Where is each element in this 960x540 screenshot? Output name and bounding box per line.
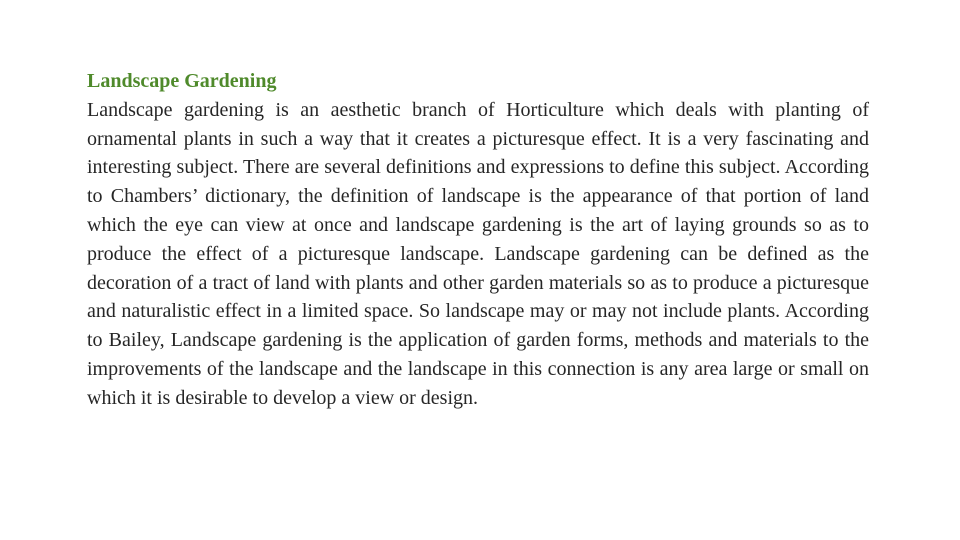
slide-title: Landscape Gardening — [87, 70, 277, 92]
text-block — [87, 67, 869, 413]
body-paragraph: Landscape gardening is an aesthetic branch of Horticulture which deals with planting of ornamental plants in such a way that it creates a picturesque effect. It is a very fascinating and interesting subject. There are several definitions and expressions to define this subject. According to Chambers’ dictionary, the definition of landscape is the appearance of that portion of land which the eye can view at once and landscape gardening is the art of laying grounds so as to produce the effect of a picturesque landscape. Landscape gardening can be defined as the decoration of a tract of land with plants and other garden materials so as to produce a picturesque and naturalistic effect in a limited space. So landscape may or may not include plants. According to Bailey, Landscape gardening is the application of garden forms, methods and materials to the improvements of the landscape and the landscape in this connection is any area large or small on which it is desirable to develop a view or design. — [87, 98, 869, 409]
